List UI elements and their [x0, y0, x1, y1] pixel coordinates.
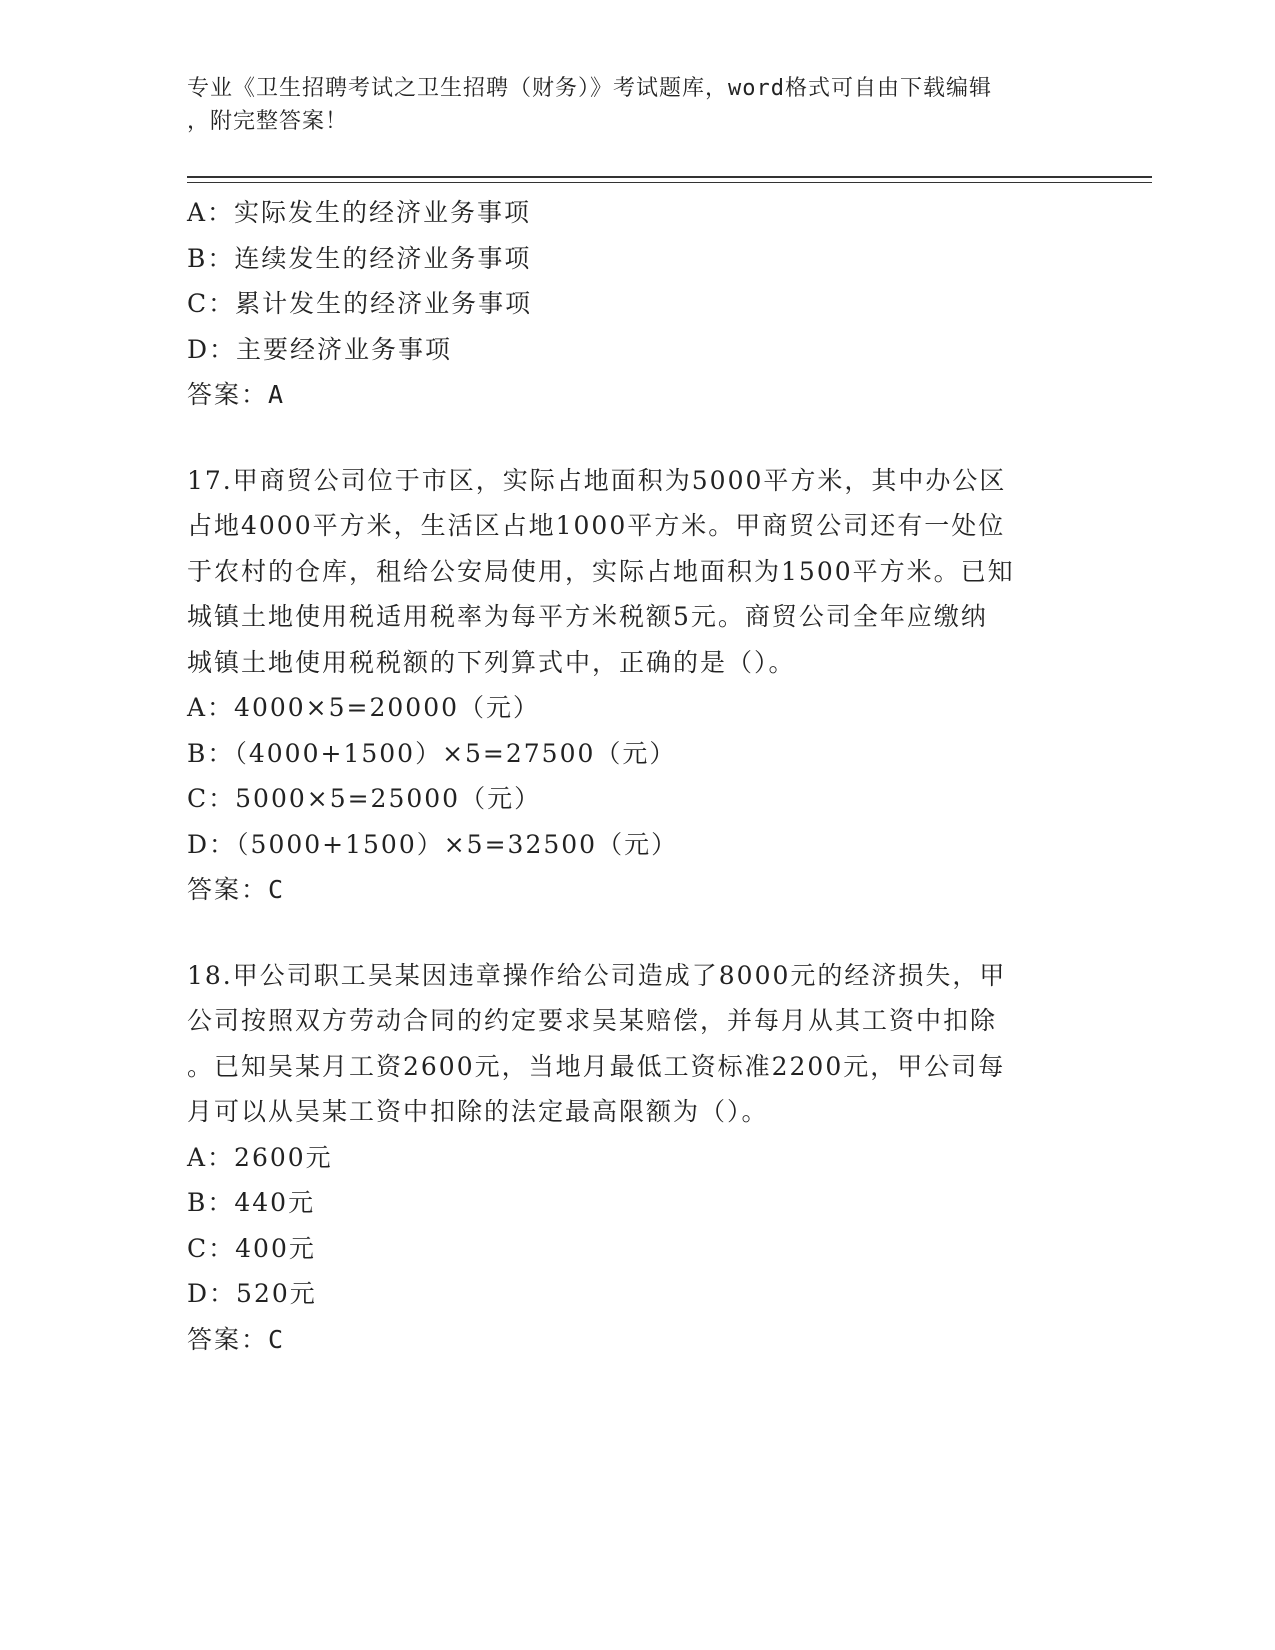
answer-line: 答案：C — [187, 875, 286, 904]
question-spacer — [187, 913, 1087, 953]
question-16 — [187, 190, 1087, 418]
question-content — [187, 190, 1087, 1362]
question-stem-line: 17.甲商贸公司位于市区，实际占地面积为5000平方米，其中办公区 — [187, 465, 1007, 495]
option-d: D：主要经济业务事项 — [187, 334, 453, 364]
question-stem-line: 18.甲公司职工吴某因违章操作给公司造成了8000元的经济损失，甲 — [187, 960, 1007, 990]
option-c: C：5000×5=25000（元） — [187, 784, 542, 813]
option-b: B：440元 — [187, 1188, 316, 1217]
question-stem-line: 月可以从吴某工资中扣除的法定最高限额为（）。 — [187, 1097, 769, 1126]
question-stem-line: 城镇土地使用税税额的下列算式中，正确的是（）。 — [187, 647, 796, 677]
question-spacer — [187, 418, 1087, 458]
header-line-1: 专业《卫生招聘考试之卫生招聘（财务）》考试题库，word格式可自由下载编辑 — [187, 76, 992, 101]
question-stem-line: 城镇土地使用税适用税率为每平方米税额5元。商贸公司全年应缴纳 — [187, 602, 988, 631]
option-d: D：（5000+1500）×5=32500（元） — [187, 829, 679, 859]
header-divider-thick — [187, 176, 1152, 178]
option-a: A：2600元 — [187, 1142, 333, 1172]
header-divider-thin — [187, 182, 1152, 183]
document-header — [187, 72, 1067, 138]
answer-line: 答案：A — [187, 380, 286, 409]
option-a: A：4000×5=20000（元） — [187, 693, 541, 722]
question-18 — [187, 953, 1087, 1363]
option-c: C：400元 — [187, 1233, 316, 1263]
option-a: A：实际发生的经济业务事项 — [187, 198, 532, 227]
header-line-2: ，附完整答案！ — [187, 109, 349, 134]
question-17 — [187, 458, 1087, 913]
question-stem-line: 于农村的仓库，租给公安局使用，实际占地面积为1500平方米。已知 — [187, 556, 1015, 586]
option-c: C：累计发生的经济业务事项 — [187, 289, 533, 318]
question-stem-line: 公司按照双方劳动合同的约定要求吴某赔偿，并每月从其工资中扣除 — [187, 1006, 998, 1035]
option-d: D：520元 — [187, 1279, 317, 1308]
option-b: B：连续发生的经济业务事项 — [187, 243, 532, 273]
question-stem-line: 占地4000平方米，生活区占地1000平方米。甲商贸公司还有一处位 — [187, 511, 1006, 540]
question-stem-line: 。已知吴某月工资2600元，当地月最低工资标准2200元，甲公司每 — [187, 1051, 1006, 1081]
option-b: B：（4000+1500）×5=27500（元） — [187, 738, 677, 768]
answer-line: 答案：C — [187, 1324, 286, 1354]
